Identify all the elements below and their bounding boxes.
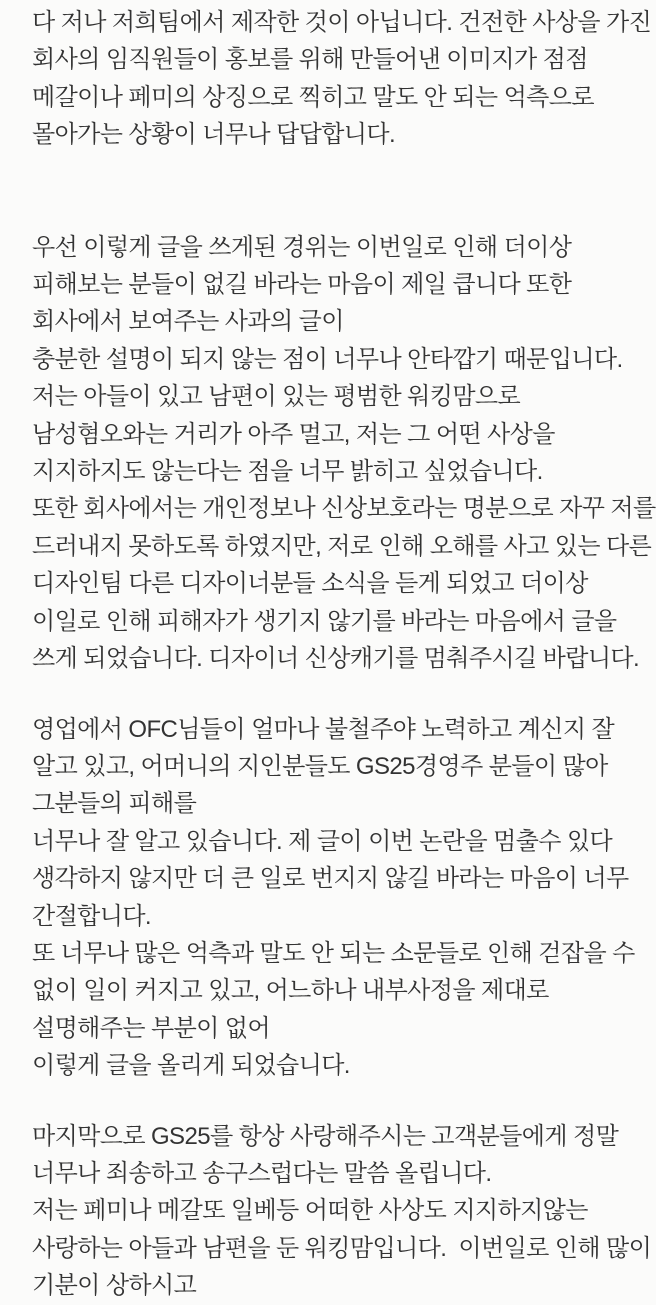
text-line: 너무나 잘 알고 있습니다. 제 글이 이번 논란을 멈출수 있다 xyxy=(32,827,613,855)
text-line: 사랑하는 아들과 남편을 둔 워킹맘입니다. 이번일로 인해 많이 xyxy=(32,1234,652,1262)
text-line: 저는 페미나 메갈또 일베등 어떠한 사상도 지지하지않는 xyxy=(32,1197,588,1225)
text-line: 드러내지 못하도록 하였지만, 저로 인해 오해를 사고 있는 다른 xyxy=(32,532,652,560)
text-line: 지지하지도 않는다는 점을 너무 밝히고 싶었습니다. xyxy=(32,458,543,486)
paragraph xyxy=(32,229,656,678)
text-line: 회사의 임직원들이 홍보를 위해 만들어낸 이미지가 점점 xyxy=(32,46,588,74)
text-line: 그분들의 피해를 xyxy=(32,790,197,818)
text-line: 영업에서 OFC님들이 얼마나 불철주야 노력하고 계신지 잘 xyxy=(32,715,615,743)
text-line: 이렇게 글을 올리게 되었습니다. xyxy=(32,1052,350,1080)
text-line: 또 너무나 많은 억측과 말도 안 되는 소문들로 인해 걷잡을 수 xyxy=(32,939,635,967)
text-line: 몰아가는 상황이 너무나 답답합니다. xyxy=(32,121,396,149)
text-line: 간절합니다. xyxy=(32,902,151,930)
text-line: 메갈이나 페미의 상징으로 찍히고 말도 안 되는 억측으로 xyxy=(32,83,594,111)
text-line: 다 저나 저희팀에서 제작한 것이 아닙니다. 건전한 사상을 가진 xyxy=(32,9,652,36)
text-line: 설명해주는 부분이 없어 xyxy=(32,1014,270,1042)
text-line: 또한 회사에서는 개인정보나 신상보호라는 명분으로 자꾸 저를 xyxy=(32,495,656,523)
text-line: 남성혐오와는 거리가 아주 멀고, 저는 그 어떤 사상을 xyxy=(32,420,555,448)
text-line: 생각하지 않지만 더 큰 일로 번지지 않길 바라는 마음이 너무 xyxy=(32,865,629,893)
text-line: 디자인팀 다른 디자이너분들 소식을 듣게 되었고 더이상 xyxy=(32,570,588,598)
text-line: 충분한 설명이 되지 않는 점이 너무나 안타깝기 때문입니다. xyxy=(32,345,623,373)
text-line: 알고 있고, 어머니의 지인분들도 GS25경영주 분들이 많아 xyxy=(32,752,608,780)
text-line: 너무나 죄송하고 송구스럽다는 말씀 올립니다. xyxy=(32,1159,492,1187)
text-line: 없이 일이 커지고 있고, 어느하나 내부사정을 제대로 xyxy=(32,977,549,1005)
text-line: 회사에서 보여주는 사과의 글이 xyxy=(32,308,344,336)
paragraph xyxy=(32,4,652,154)
text-line: 마지막으로 GS25를 항상 사랑해주시는 고객분들에게 정말 xyxy=(32,1122,619,1150)
paragraph xyxy=(32,1118,652,1305)
text-line: 쓰게 되었습니다. 디자이너 신상캐기를 멈춰주시길 바랍니다. xyxy=(32,645,640,673)
text-line: 피해보는 분들이 없길 바라는 마음이 제일 큽니다 또한 xyxy=(32,271,572,299)
text-line: 이일로 인해 피해자가 생기지 않기를 바라는 마음에서 글을 xyxy=(32,607,617,635)
text-line: 우선 이렇게 글을 쓰게된 경위는 이번일로 인해 더이상 xyxy=(32,233,572,261)
paragraph xyxy=(32,711,635,1085)
text-line: 저는 아들이 있고 남편이 있는 평범한 워킹맘으로 xyxy=(32,383,521,411)
text-line: 기분이 상하시고 xyxy=(32,1272,197,1300)
